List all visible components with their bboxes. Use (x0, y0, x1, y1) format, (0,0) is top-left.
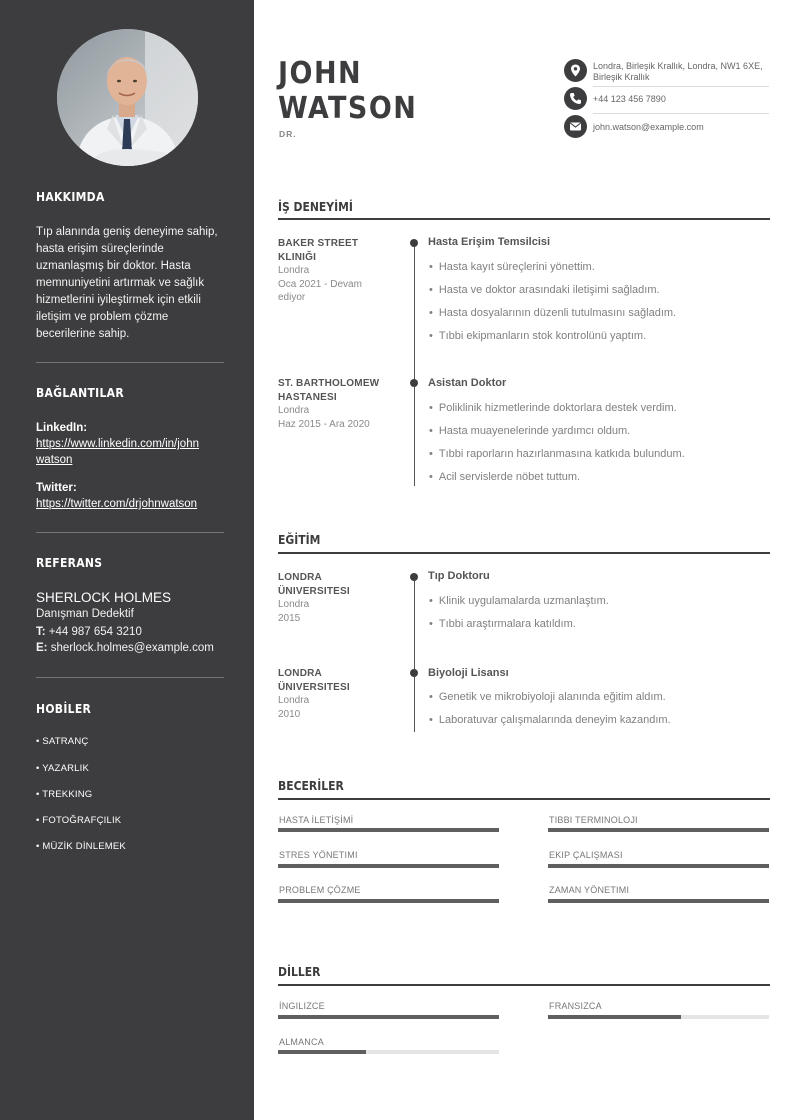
language-bar (278, 1050, 499, 1054)
section-rule (278, 552, 770, 554)
section-rule (278, 984, 770, 986)
job-bullet: • Tıbbi ekipmanların stok kontrolünü yaptım. (429, 330, 646, 342)
links-heading: BAĞLANTILAR (36, 386, 124, 400)
job-bullet: • Hasta dosyalarının düzenli tutulmasını sağladım. (429, 307, 676, 319)
job-bullet: • Poliklinik hizmetlerinde doktorlara destek verdim. (429, 402, 677, 414)
reference-email-value: sherlock.holmes@example.com (50, 642, 214, 654)
language-bar (548, 1015, 769, 1019)
edu-org-name: LONDRA (278, 668, 322, 679)
about-text: Tıp alanında geniş deneyime sahip, hasta erişim süreçlerinde uzmanlaşmış bir doktor. Hasta memnuniyetini artırmak ve sağlık hizmetlerini iyileştirmek için etkili iletişim ve problem çözme becerilerine sahip. (36, 226, 218, 340)
experience-heading: İŞ DENEYİMİ (278, 200, 353, 214)
job-bullet: • Hasta ve doktor arasındaki iletişimi sağladım. (429, 284, 660, 296)
reference-phone (36, 624, 224, 640)
phone-label: T: (36, 626, 46, 638)
job-bullet: • Acil servislerde nöbet tuttum. (429, 471, 580, 483)
sidebar (0, 0, 254, 1120)
reference-role: Danışman Dedektif (36, 608, 134, 620)
divider (36, 362, 224, 363)
reference-heading: REFERANS (36, 556, 103, 570)
email-text[interactable]: john.watson@example.com (593, 122, 704, 132)
linkedin-link-cont[interactable]: watson (36, 454, 73, 466)
divider (36, 532, 224, 533)
language-bar-fill (278, 1050, 366, 1054)
location-pin-icon (564, 59, 587, 82)
timeline-dot (410, 573, 418, 581)
skill-label: PROBLEM ÇÖZME (279, 885, 361, 895)
skill-bar (548, 864, 769, 868)
hobby-item: • SATRANÇ (36, 736, 89, 747)
job-city: Londra (278, 405, 310, 416)
divider (36, 677, 224, 678)
twitter-link[interactable]: https://twitter.com/drjohnwatson (36, 498, 198, 510)
hobby-item: • TREKKING (36, 789, 93, 800)
linkedin-link[interactable]: https://www.linkedin.com/in/john (36, 438, 199, 450)
edu-org-name: LONDRA (278, 572, 322, 583)
job-bullet: • Hasta kayıt süreçlerini yönettim. (429, 261, 595, 273)
edu-bullet: • Klinik uygulamalarda uzmanlaştım. (429, 595, 609, 607)
reference-name: SHERLOCK HOLMES (36, 590, 172, 605)
edu-year: 2015 (278, 612, 301, 624)
envelope-icon (564, 115, 587, 138)
edu-degree: Tıp Doktoru (428, 570, 490, 582)
skill-bar-fill (548, 828, 769, 832)
language-label: ALMANCA (279, 1037, 324, 1047)
skill-label: TIBBI TERMINOLOJI (549, 815, 638, 825)
contact-phone (564, 87, 769, 111)
job-org-name-cont: HASTANESI (278, 391, 337, 403)
skill-label: ZAMAN YÖNETIMI (549, 885, 630, 895)
language-bar-fill (548, 1015, 681, 1019)
job-role: Hasta Erişim Temsilcisi (428, 236, 551, 248)
edu-org-block (278, 571, 394, 625)
skill-bar (548, 828, 769, 832)
reference-phone-value: +44 987 654 3210 (48, 626, 142, 638)
reference-section (36, 556, 224, 656)
job-dates: Oca 2021 - Devam (278, 278, 362, 290)
edu-city: Londra (278, 695, 310, 706)
language-bar (278, 1015, 499, 1019)
job-org-name: BAKER STREET (278, 238, 359, 249)
timeline-dot (410, 669, 418, 677)
contact-divider (593, 113, 769, 114)
email-label: E: (36, 642, 48, 654)
timeline-dot (410, 379, 418, 387)
profile-photo-image (57, 29, 198, 166)
skills-heading: BECERİLER (278, 779, 344, 793)
education-heading: EĞİTİM (278, 533, 321, 547)
about-heading: HAKKIMDA (36, 190, 105, 204)
hobbies-heading: HOBİLER (36, 702, 92, 716)
section-rule (278, 798, 770, 800)
job-bullet: • Hasta muayenelerinde yardımcı oldum. (429, 425, 630, 437)
skill-bar (278, 828, 499, 832)
edu-bullet: • Tıbbi araştırmalara katıldım. (429, 618, 576, 630)
skill-bar-fill (548, 864, 769, 868)
edu-bullet: • Genetik ve mikrobiyoloji alanında eğitim aldım. (429, 691, 666, 703)
language-bar-fill (278, 1015, 499, 1019)
profile-photo (57, 29, 198, 166)
professional-title: DR. (279, 129, 297, 139)
phone-text: +44 123 456 7890 (593, 94, 666, 104)
edu-org-name-cont: ÜNIVERSITESI (278, 585, 350, 597)
timeline-line (414, 576, 415, 732)
job-dates: Haz 2015 - Ara 2020 (278, 418, 370, 430)
first-name: JOHN (278, 56, 363, 91)
skill-bar-fill (548, 899, 769, 903)
contact-address (564, 59, 769, 85)
job-role: Asistan Doktor (428, 377, 507, 389)
about-section (36, 190, 224, 343)
edu-degree: Biyoloji Lisansı (428, 667, 509, 679)
skill-bar (548, 899, 769, 903)
address-text: Londra, Birleşik Krallık, Londra, NW1 6XE, Birleşik Krallık (593, 61, 763, 82)
skill-bar-fill (278, 864, 499, 868)
job-org-name-cont: KLINIĞI (278, 251, 317, 263)
hobby-item: • MÜZİK DİNLEMEK (36, 841, 126, 852)
language-label: FRANSIZCA (549, 1001, 602, 1011)
job-dates-cont: ediyor (278, 292, 306, 303)
timeline-line (414, 242, 415, 486)
skill-label: EKIP ÇALIŞMASI (549, 850, 623, 860)
hobby-item: • FOTOĞRAFÇILIK (36, 815, 122, 826)
language-label: İNGILIZCE (279, 1001, 325, 1011)
last-name: WATSON (278, 91, 418, 126)
phone-icon (564, 87, 587, 110)
edu-year: 2010 (278, 708, 301, 720)
section-rule (278, 218, 770, 220)
job-org-name: ST. BARTHOLOMEW (278, 378, 380, 389)
edu-org-name-cont: ÜNIVERSITESI (278, 681, 350, 693)
skill-bar-fill (278, 899, 499, 903)
linkedin-label: LinkedIn: (36, 422, 88, 434)
edu-bullet: • Laboratuvar çalışmalarında deneyim kazandım. (429, 714, 671, 726)
edu-city: Londra (278, 599, 310, 610)
contact-email (564, 115, 769, 139)
timeline-dot (410, 239, 418, 247)
job-bullet: • Tıbbi raporların hazırlanmasına katkıda bulundum. (429, 448, 685, 460)
job-org-block (278, 377, 394, 431)
skill-label: HASTA İLETİŞİMİ (279, 815, 354, 825)
twitter-label: Twitter: (36, 482, 77, 494)
reference-email (36, 640, 224, 656)
hobbies-section (36, 702, 224, 716)
links-section (36, 386, 224, 512)
languages-heading: DİLLER (278, 965, 321, 979)
skill-bar (278, 864, 499, 868)
skill-label: STRES YÖNETIMI (279, 850, 358, 860)
hobby-item: • YAZARLIK (36, 763, 90, 774)
job-org-block (278, 237, 394, 305)
edu-org-block (278, 667, 394, 721)
skill-bar-fill (278, 828, 499, 832)
job-city: Londra (278, 265, 310, 276)
skill-bar (278, 899, 499, 903)
